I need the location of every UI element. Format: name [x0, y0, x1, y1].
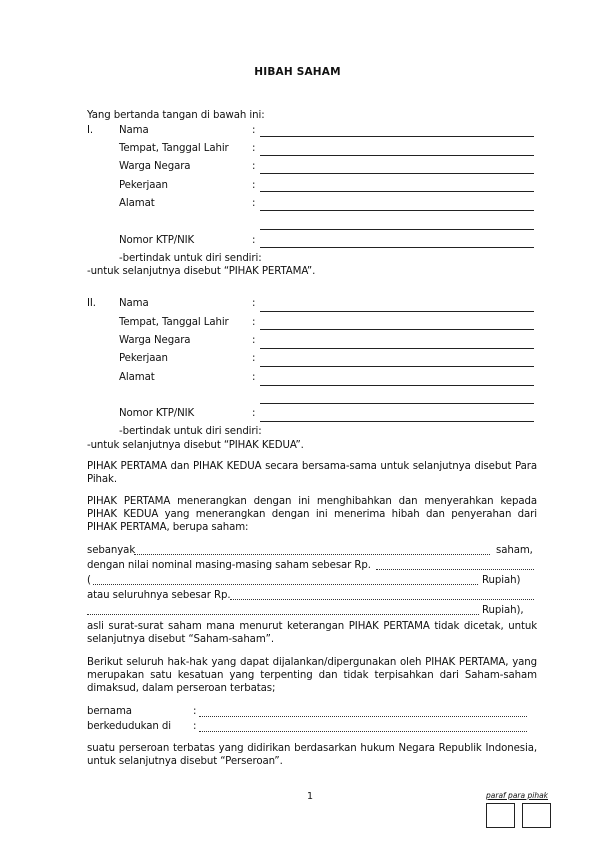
party2-colon: :	[252, 317, 256, 328]
shares-count-field[interactable]	[134, 554, 490, 555]
party2-pekerjaan-field[interactable]	[260, 366, 534, 367]
para-para-pihak: PIHAK PERTAMA dan PIHAK KEDUA secara bersama-sama untuk selanjutnya disebut Para Pihak.	[87, 461, 537, 486]
party2-label-pekerjaan: Pekerjaan	[119, 353, 168, 364]
party2-colon: :	[252, 353, 256, 364]
party1-colon: :	[252, 161, 256, 172]
party2-colon: :	[252, 335, 256, 346]
shares-nominal-field[interactable]	[376, 569, 534, 570]
party1-colon: :	[252, 143, 256, 154]
party2-ktp-field[interactable]	[260, 421, 534, 422]
party2-ttl-field[interactable]	[260, 329, 534, 330]
shares-nominal-label: dengan nilai nominal masing-masing saham sebesar Rp.	[87, 560, 371, 571]
company-domicile-field[interactable]	[199, 731, 527, 732]
shares-open-paren-1: (	[87, 575, 91, 586]
party1-label-alamat: Alamat	[119, 198, 155, 209]
party1-alamat-field[interactable]	[260, 210, 534, 211]
party2-colon: :	[252, 408, 256, 419]
party1-alamat-field-2[interactable]	[260, 229, 534, 230]
party1-numeral: I.	[87, 125, 94, 136]
party1-referred: -untuk selanjutnya disebut “PIHAK PERTAMA”.	[87, 266, 316, 277]
paraf-box-2[interactable]	[522, 803, 551, 828]
party1-label-ttl: Tempat, Tanggal Lahir	[119, 143, 229, 154]
shares-total-words-field[interactable]	[87, 614, 479, 615]
paraf-label: paraf para pihak	[486, 791, 549, 800]
company-colon: :	[193, 706, 197, 717]
party2-alamat-field[interactable]	[260, 385, 534, 386]
intro-text: Yang bertanda tangan di bawah ini:	[87, 110, 265, 121]
party1-acting: -bertindak untuk diri sendiri:	[119, 253, 262, 264]
party2-label-ttl: Tempat, Tanggal Lahir	[119, 317, 229, 328]
party1-colon: :	[252, 180, 256, 191]
shares-sebanyak: sebanyak	[87, 545, 136, 556]
shares-nominal-words-field[interactable]	[93, 584, 478, 585]
company-berkedudukan: berkedudukan di	[87, 721, 172, 732]
party2-numeral: II.	[87, 298, 96, 309]
party1-label-nama: Nama	[119, 125, 149, 136]
para-rights: Berikut seluruh hak-hak yang dapat dijalankan/dipergunakan oleh PIHAK PERTAMA, yang merupakan satu kesatuan yang terpenting dan tidak terpisahkan dari Saham-saham dimaksud, dalam perseroan terbatas;	[87, 657, 537, 695]
para-company: suatu perseroan terbatas yang didirikan berdasarkan hukum Negara Republik Indonesia, untuk selanjutnya disebut “Perseroan”.	[87, 743, 537, 768]
party1-pekerjaan-field[interactable]	[260, 191, 534, 192]
party2-label-warga: Warga Negara	[119, 335, 191, 346]
party2-label-ktp: Nomor KTP/NIK	[119, 408, 195, 419]
company-colon: :	[193, 721, 197, 732]
shares-total-label: atau seluruhnya sebesar Rp.	[87, 590, 231, 601]
party2-label-alamat: Alamat	[119, 372, 155, 383]
party1-warga-field[interactable]	[260, 173, 534, 174]
party1-ktp-field[interactable]	[260, 247, 534, 248]
party2-alamat-field-2[interactable]	[260, 403, 534, 404]
party1-label-pekerjaan: Pekerjaan	[119, 180, 168, 191]
paraf-box-1[interactable]	[486, 803, 515, 828]
party2-referred: -untuk selanjutnya disebut “PIHAK KEDUA”.	[87, 440, 304, 451]
party2-colon: :	[252, 298, 256, 309]
party1-label-warga: Warga Negara	[119, 161, 191, 172]
party2-warga-field[interactable]	[260, 348, 534, 349]
shares-total-field[interactable]	[230, 599, 534, 600]
company-bernama: bernama	[87, 706, 132, 717]
document-title: HIBAH SAHAM	[254, 66, 341, 78]
party2-label-nama: Nama	[119, 298, 149, 309]
party2-acting: -bertindak untuk diri sendiri:	[119, 426, 262, 437]
para-certificates: asli surat-surat saham mana menurut keterangan PIHAK PERTAMA tidak dicetak, untuk selanjutnya disebut “Saham-saham”.	[87, 621, 537, 646]
shares-saham: saham,	[496, 545, 533, 556]
company-name-field[interactable]	[199, 716, 527, 717]
party2-colon: :	[252, 372, 256, 383]
party1-label-ktp: Nomor KTP/NIK	[119, 235, 195, 246]
shares-rupiah-1: Rupiah)	[482, 575, 521, 586]
party1-ttl-field[interactable]	[260, 155, 534, 156]
party1-colon: :	[252, 198, 256, 209]
para-grant: PIHAK PERTAMA menerangkan dengan ini menghibahkan dan menyerahkan kepada PIHAK KEDUA yang menerangkan dengan ini menerima hibah dan penyerahan dari PIHAK PERTAMA, berupa saham:	[87, 496, 537, 534]
shares-rupiah-2: Rupiah),	[482, 605, 524, 616]
party2-nama-field[interactable]	[260, 311, 534, 312]
page-number: 1	[306, 791, 314, 802]
party1-colon: :	[252, 125, 256, 136]
party1-colon: :	[252, 235, 256, 246]
party1-nama-field[interactable]	[260, 136, 534, 137]
